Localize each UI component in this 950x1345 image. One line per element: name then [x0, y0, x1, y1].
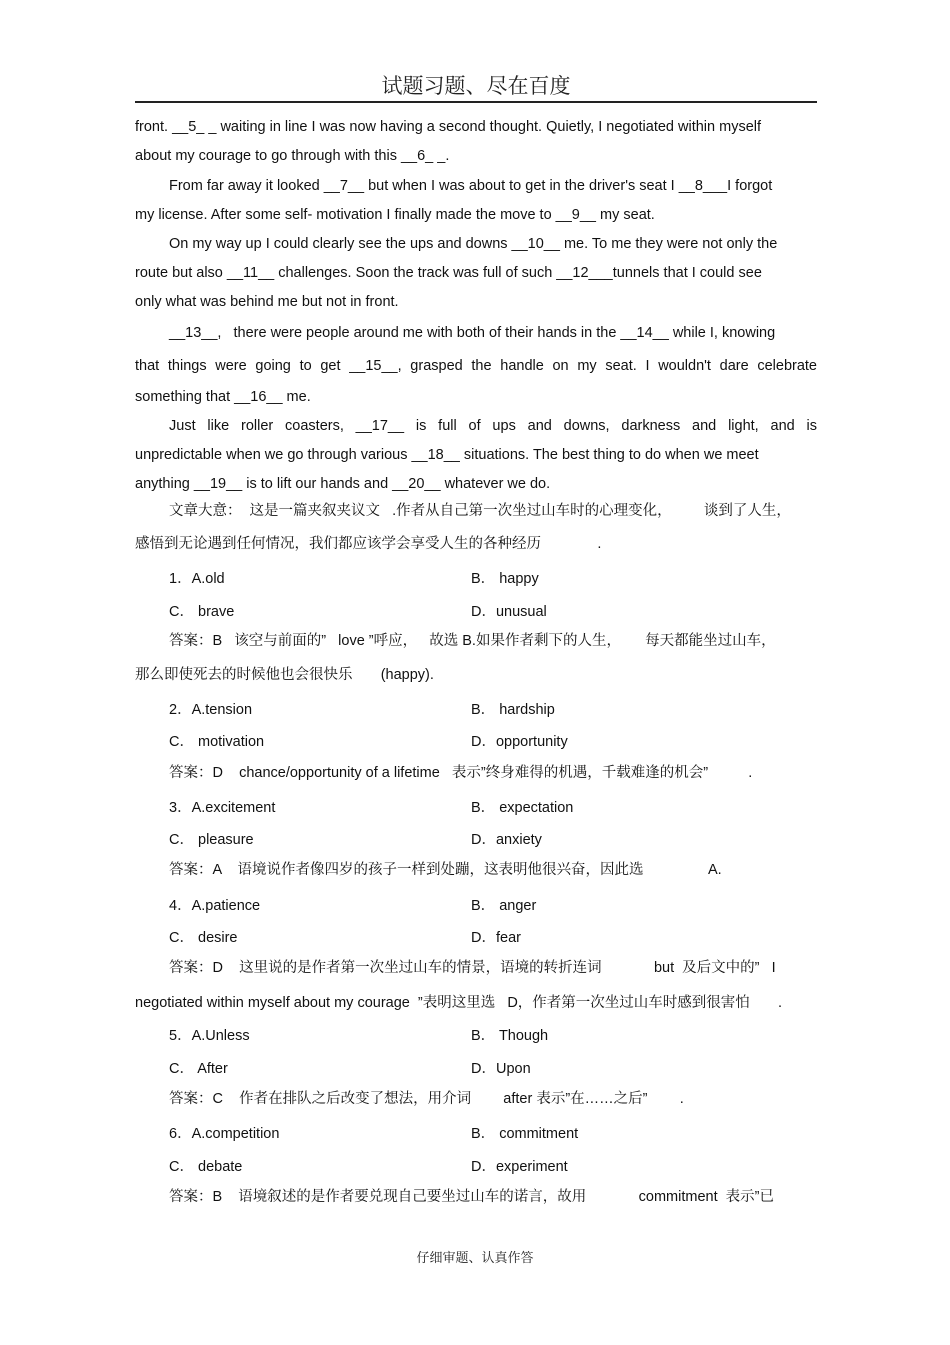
option-a: 3．A.excitement	[169, 800, 276, 816]
answer-line: 答案：D chance/opportunity of a lifetime 表示”终身难得的机遇，千载难逢的机会” .	[169, 765, 753, 781]
passage-line: only what was behind me but not in front.	[135, 294, 399, 310]
option-d: D．Upon	[471, 1061, 531, 1077]
passage-line: __13__, there were people around me with both of their hands in the __14__ while I, knowing	[169, 325, 776, 341]
option-a: 2．A.tension	[169, 702, 253, 718]
option-a: 1．A.old	[169, 571, 225, 587]
passage-line: From far away it looked __7__ but when I was about to get in the driver's seat I __8___I forgot	[169, 178, 773, 194]
answer-line: 答案：B 语境叙述的是作者要兑现自己要坐过山车的诺言，故用 commitment 表示”已	[169, 1189, 774, 1205]
option-c: C． pleasure	[169, 832, 254, 848]
page-header-title: 试题习题、尽在百度	[381, 74, 571, 98]
option-c: C． desire	[169, 930, 238, 946]
option-a: 4．A.patience	[169, 898, 261, 914]
option-c: C． brave	[169, 604, 235, 620]
option-a: 6．A.competition	[169, 1126, 280, 1142]
option-b: B． hardship	[471, 702, 555, 718]
answer-line: 答案：A 语境说作者像四岁的孩子一样到处蹦，这表明他很兴奋，因此选 A.	[169, 862, 722, 878]
passage-line: about my courage to go through with this __6_ _.	[135, 148, 450, 164]
option-d: D．fear	[471, 930, 521, 946]
passage-line: anything __19__ is to lift our hands and __20__ whatever we do.	[135, 476, 551, 492]
passage-line: On my way up I could clearly see the ups and downs __10__ me. To me they were not only the	[169, 236, 778, 252]
option-d: D．opportunity	[471, 734, 568, 750]
passage-line: Just like roller coasters, __17__ is full of ups and downs, darkness and light, and is	[169, 418, 817, 434]
option-b: B． happy	[471, 571, 539, 587]
option-d: D．experiment	[471, 1159, 568, 1175]
option-d: D．unusual	[471, 604, 547, 620]
answer-line: 答案：C 作者在排队之后改变了想法，用介词 after 表示”在……之后” .	[169, 1091, 684, 1107]
option-c: C． debate	[169, 1159, 243, 1175]
option-d: D．anxiety	[471, 832, 542, 848]
option-b: B． commitment	[471, 1126, 579, 1142]
header-divider	[135, 101, 817, 103]
option-c: C． motivation	[169, 734, 265, 750]
summary-line: 文章大意： 这是一篇夹叙夹议文 .作者从自己第一次坐过山车时的心理变化， 谈到了人生，	[169, 503, 791, 519]
summary-line: 感悟到无论遇到任何情况，我们都应该学会享受人生的各种经历 .	[135, 536, 602, 552]
option-b: B． anger	[471, 898, 537, 914]
passage-line: something that __16__ me.	[135, 389, 311, 405]
answer-line: 答案：B 该空与前面的” love ”呼应， 故选 B.如果作者剩下的人生， 每天都能坐过山车，	[169, 633, 776, 649]
option-c: C． After	[169, 1061, 228, 1077]
passage-line: route but also __11__ challenges. Soon the track was full of such __12___tunnels that I could see	[135, 265, 762, 281]
page-footer: 仔细审题、认真作答	[416, 1251, 534, 1266]
option-a: 5．A.Unless	[169, 1028, 250, 1044]
option-b: B． Though	[471, 1028, 549, 1044]
answer-line: negotiated within myself about my courage ”表明这里选 D，作者第一次坐过山车时感到很害怕 .	[135, 995, 783, 1011]
answer-line: 那么即使死去的时候他也会很快乐 (happy).	[135, 667, 434, 683]
answer-line: 答案：D 这里说的是作者第一次坐过山车的情景，语境的转折连词 but 及后文中的” I	[169, 960, 776, 976]
passage-line: that things were going to get __15__, grasped the handle on my seat. I wouldn't dare celebrate	[135, 358, 817, 374]
passage-line: front. __5_ _ waiting in line I was now having a second thought. Quietly, I negotiated within myself	[135, 119, 762, 135]
option-b: B． expectation	[471, 800, 574, 816]
passage-line: my license. After some self- motivation I finally made the move to __9__ my seat.	[135, 207, 655, 223]
passage-line: unpredictable when we go through various __18__ situations. The best thing to do when we meet	[135, 447, 759, 463]
